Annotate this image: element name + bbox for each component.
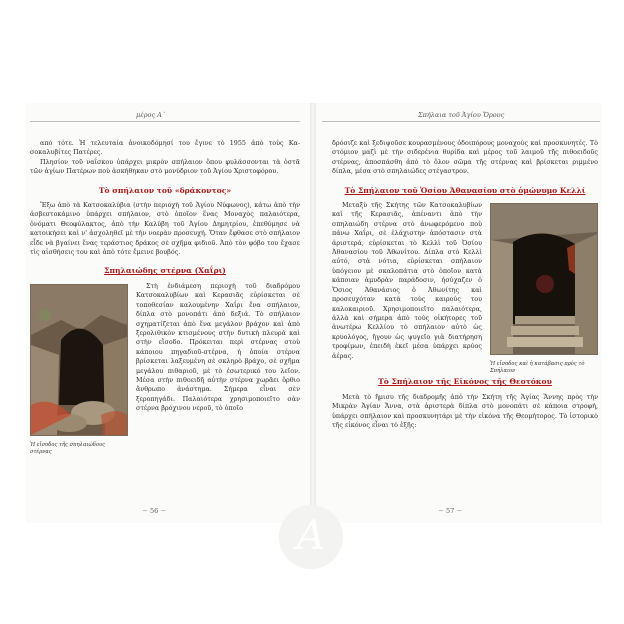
folio-ornament-left-icon: ~: [142, 507, 148, 515]
left-page-number: ~ 56 ~: [142, 507, 167, 515]
left-intro-paragraph-1: από τότε. Ἡ τελευταία ἀνοικοδόμησί του ἔγινε τὸ 1955 ἀπὸ τοὺς Κα-σοκαλυβίτες Πατέρες.: [30, 139, 300, 157]
folio-ornament-left-icon: ~: [438, 507, 444, 515]
athanasios-figure: [490, 203, 598, 375]
heading-cave-cistern: Σπηλαιώδης στέρνα (Χαΐρι): [104, 266, 226, 276]
cistern-photo: [30, 284, 128, 436]
right-continuation-paragraph: δρόσιζε καὶ ξεδιψοῦσε κουρασμένους ὁδοιπόρους μοναχοὺς καὶ προσκυνητές. Τὸ στόμιον μαζὶ μὲ τὴν σιδερένια θυρίδα καὶ μέρος τοῦ λαιμοῦ τῆς πιθοειδοῦς στέρνας, ἀποσπάσθη ἀπὸ τὸ ὅλον σῶμα τῆς στέρνας καὶ βρίσκεται ριμμένο δίπλα, μέσα στὸ σπηλαιώδες στέγαστρον.: [332, 139, 598, 176]
left-intro-paragraph-2: Πλησίον τοῦ ναΐσκου ὑπάρχει μικρὸν σπήλαιον ὅπου φυλάσσονται τὰ ὀστᾶ τῶν ἀγίων Πατέρων ποὺ ἀσκήθηκαν στὸ μονύδριον τοῦ Ἁγίου Χριστοφόρου.: [30, 157, 300, 176]
watermark-logo: [279, 505, 343, 569]
heading-drakon-cave: Τὸ σπήλαιον τοῦ «δράκοντος»: [98, 185, 232, 195]
theotokos-paragraph: Μετὰ τὸ ἥμισυ τῆς διαδρομῆς ἀπὸ τὴν Σκήτη τῆς Ἁγίας Ἄννης πρὸς τὴν Μικρὰν Ἁγίαν Ἄννα, στὰ ἀριστερὰ δίπλα στὸ μονοπάτι σὲ κάποια στροφή, ὑπάρχει σπήλαιον καὶ προσκυνητάρι μὲ τὴν εἰκόνα τῆς Θεομήτορος. Τὸ ἱστορικὸ τῆς εἰκόνος εἶναι τὸ ἑξῆς:: [332, 392, 598, 430]
folio-ornament-right-icon: ~: [456, 507, 463, 515]
athanasios-paragraph: Μεταξὺ τῆς Σκήτης τῶν Κατσοκαλυβίων καὶ τῆς Κερασιᾶς, ἀπέναντι ἀπὸ τὴν σπηλαιώδη στέρνα στὸ ἀνωφερόμενο ποὺ πάνω Χαΐρι, σὲ ἐλάχιστην ἀπόστασιν στὰ ἀριστερά, εὑρίσκεται τὸ Κελλὶ τοῦ Ὁσίου Ἀθανασίου τοῦ Ἀθωνίτου. Δίπλα στὸ Κελλὶ αὐτό, στὰ νότια, εὑρίσκεται σπήλαιον ὑπόγειον μὲ σκαλοπάτια στὸ ὁποῖον κατὰ κάποιαν ἀμυδρὰν παράδοσιν, ἡσύχαζεν ὁ Ὅσιος Ἀθανάσιος ὁ Ἀθωνίτης καὶ προσευχόταν κατὰ τοὺς καιρούς του καλοκαιριοῦ. Χρησιμοποιεῖτο παλαιότερα, ἀλλὰ καὶ σήμερα ἀπὸ τοὺς οἰκήτορες τοῦ ἀνωτέρω Κελλίου τὸ σπήλαιον αὐτὸ ὡς κρυολόγος, ἤγουν ὡς ψυγεῖο γιὰ διατήρηση τροφίμων, ἐπειδὴ ἐκεῖ μέσα ὑπάρχει κρύος ἀέρας.: [332, 201, 482, 360]
right-page: [322, 103, 600, 523]
folio-ornament-right-icon: ~: [160, 507, 167, 515]
watermark-letter: A: [296, 513, 326, 559]
book-gutter: [310, 103, 316, 523]
left-body: [30, 139, 300, 458]
athanasios-caption: Ἡ εἴσοδος καὶ ἡ κατάβασις πρὸς τὸ Σπήλαιον: [490, 361, 585, 375]
left-page: [30, 103, 300, 523]
right-body: [332, 139, 598, 430]
right-page-number: ~ 57 ~: [438, 507, 463, 515]
left-header-rule: [30, 121, 300, 122]
cistern-paragraph: Στὴ ἐνδιάμεση περιοχὴ τοῦ διαδρόμου Κατσοκαλυβίων καὶ Κερασιᾶς εὑρίσκεται σὲ τοποθεσίαν καλουμένην Χαΐρι ἕνα σπήλαιον, δίπλα στὸ μονοπάτι ἀπὸ δεξιά. Τὸ σπήλαιον σχηματίζεται ἀπὸ ἕνα μεγάλον βράχον καὶ ἀπὸ ξερολιθικὸν κτισμένους στὴν δυτικὴ πλευρὰ καὶ στὴν εἴσοδο. Πρόκειται περὶ στέρνας στοὺ κάποιου πηγαδιοῦ-στέρνα, ἡ ὁποία στέρνα βρίσκεται λαξευμένη σὲ σκληρὸ βράχο, σὲ σχῆμα μεγάλου πιθαριοῦ, μὲ τὸ ἐσωτερικό του λεῖον. Μέσα στὴν πιθοειδῆ αὐτὴν στέρνα χωρᾶει ὄρθιο ἄνθρωπο ἀνάστημα. Σήμερα εἶναι σὲν ξεροπηγάδι. Παλαιότερα χρησιμοποιεῖτο σὰν στέρνα βρόχινου νεροῦ, τὸ ὁποῖο: [136, 281, 300, 413]
right-running-head: Σπήλαια τοῦ Ἁγίου Ὄρους: [418, 111, 505, 119]
heading-athanasios-cave: Τὸ Σπήλαιον τοῦ Ὁσίου Ἀθανασίου στὸ ὁμώνυμο Κελλί: [344, 185, 586, 195]
left-running-head: μέρος Α΄: [136, 111, 166, 119]
cistern-figure: [30, 284, 128, 456]
heading-theotokos-cave: Τὸ Σπήλαιον τῆς Εἰκόνος τῆς Θεοτόκου: [378, 377, 552, 387]
cistern-caption: Ἡ εἴσοδος τῆς σπηλαιώδους στέρνας: [30, 442, 106, 456]
drakon-paragraph: Ἔξω ἀπὸ τὰ Κατσοκαλύβια (στὴν περιοχὴ τοῦ Ἁγίου Νύφωνος), κάτω ἀπὸ τὴν ἀσβεστοκάμινο ὑπάρχει σπήλαιον, στὸ ὁποῖον ἕνας Μοναχὸς παλαιότερα, ὀνόματι Θεοφύλακτος, ἀπὸ τὴν Καλύβη τοῦ Ἁγίου Δημητρίου, ἐπεθύμησε νὰ κατοικήσει καὶ ν' ἀσχοληθεῖ μὲ τὴν νοερὰν προσευχή. Ὅταν ἔφθασε στὸ σπήλαιον εἶδε νὰ βγαίνει ἕνας τεράστιος δράκος σὲ σχῆμα φιδιοῦ. Ἀπὸ τὸν φόβο του ἔχασε τὶς αἰσθήσεις του καὶ ἀπὸ τότε ἔμεινε βουβός.: [30, 201, 300, 257]
right-header-rule: [322, 121, 600, 122]
athanasios-photo: [490, 203, 598, 355]
